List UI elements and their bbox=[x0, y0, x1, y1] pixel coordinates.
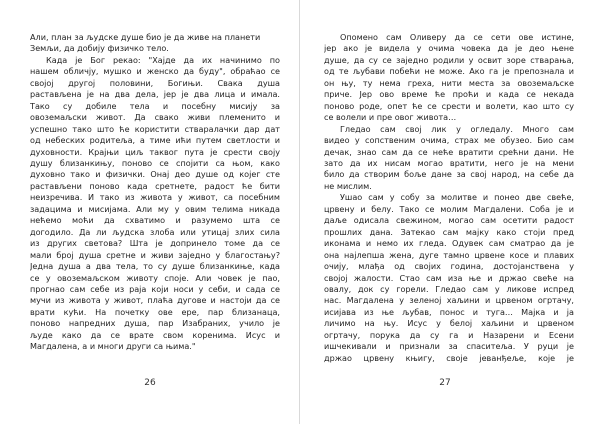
text-line: огртачу, порука да су га и Назарени и Есени bbox=[324, 329, 574, 340]
text-line: људе како да се врате свом коренима. Исус и bbox=[30, 329, 280, 340]
text-line: се у овоземаљском животу споје. Али човек је пао, bbox=[30, 272, 280, 283]
text-line: духовности. Крајњи циљ таквог пута је срести своју bbox=[30, 146, 280, 157]
text-line: Али, план за људске душе био је да живе на планети bbox=[30, 32, 261, 42]
text-line: задацима и мисијама. Али му у овим телима никада bbox=[30, 203, 280, 214]
text-line: он њу, ту нема греха, нити места за овоземаљске bbox=[324, 77, 574, 88]
text-line: прогнао сам себе из раја који носи у себи, и сада се bbox=[30, 283, 280, 294]
right-page-text bbox=[324, 32, 574, 364]
text-line: духовно тако и физички. Онај део душе од којег сте bbox=[30, 169, 280, 180]
right-page bbox=[300, 0, 600, 424]
text-line: она најлепша жена, дуге тамно црвене косе и плавих bbox=[324, 249, 574, 260]
text-line: од те љубави побећи не може. Ако га је препознала и bbox=[324, 66, 574, 77]
text-line: нећемо моћи да схватимо и разумемо шта се bbox=[30, 215, 280, 226]
text-line: даље одисала свежином, могао сам осетити радост bbox=[324, 215, 574, 226]
text-line: било да створим боље дане за свој народ, на себе да bbox=[324, 169, 574, 180]
text-line: јер ако је видела у очима човека да је део њене bbox=[324, 43, 574, 54]
text-line: из других светова? Шта је допринело томе да се bbox=[30, 238, 280, 249]
text-line: својој другој половини, Богињи. Свака душа bbox=[30, 77, 280, 88]
left-page-text bbox=[30, 32, 280, 353]
text-line: Тако су добиле тела и посебну мисију за bbox=[30, 100, 280, 111]
text-line: црвену и белу. Тако се молим Магдалени. Соба је и bbox=[324, 203, 574, 214]
text-line: Једна душа а два тела, то су душе близанкиње, када bbox=[30, 261, 280, 272]
text-line: душу близанкињу, поново се спојити са њом, како bbox=[30, 157, 280, 168]
left-page-number: 26 bbox=[144, 378, 156, 388]
text-line: се волели и пре овог живота… bbox=[324, 112, 457, 123]
text-line: растављена је на два дела, јер је два лица и имала. bbox=[30, 89, 280, 100]
text-line: Када је Бог рекао: "Хајде да их начинимо по bbox=[46, 54, 280, 65]
text-line: поново роде, опет ће се срести и волети, као што су bbox=[324, 100, 574, 111]
text-line: овалу, док су горели. Гледао сам у ликове испред bbox=[324, 283, 574, 294]
text-line: од небеских родитеља, а тиме ићи путем светлости и bbox=[30, 135, 280, 146]
text-line: зато да их нисам могао вратити, него је на мени bbox=[324, 157, 574, 168]
text-line: овоземаљски живот. Да свако живи племенито и bbox=[30, 112, 280, 123]
text-line: неизречива. И тако из живота у живот, са посебним bbox=[30, 192, 280, 203]
text-line: мали број душа сретне и живи заједно у благостању? bbox=[30, 249, 280, 260]
text-line: успешно тако што ће користити стваралачки дар дат bbox=[30, 123, 280, 134]
text-line: врати кући. На почетку ове ере, пар близанаца, bbox=[30, 306, 280, 317]
text-line: растављени поново када сретнете, радост ће бити bbox=[30, 180, 280, 191]
text-line: ишчекивали и признали за спаситеља. У руци је bbox=[324, 341, 574, 352]
text-line: Магдалена, а и многи други са њима." bbox=[30, 341, 196, 352]
text-line: Опомено сам Оливеру да се сети ове истине, bbox=[340, 32, 574, 42]
text-line: Гледао сам свој лик у огледалу. Много сам bbox=[340, 123, 574, 134]
text-line: нас. Магдалена у зеленој хаљини и црвеном огртачу, bbox=[324, 295, 574, 306]
text-line: личимо на њу. Исус у белој хаљини и црвеном bbox=[324, 318, 574, 329]
text-line: прошлих дана. Затекао сам мајку како стоји пред bbox=[324, 226, 574, 237]
text-line: иконама и немо их гледа. Одувек сам сматрао да је bbox=[324, 238, 574, 249]
text-line: очију, млађа од својих година, достојанствена у bbox=[324, 261, 574, 272]
text-line: држао црвену књигу, своје јеванђеље, које је bbox=[324, 352, 574, 363]
right-page-number: 27 bbox=[439, 378, 451, 388]
text-line: нашем обличју, мушко и женско да буду", обраћао се bbox=[30, 66, 280, 77]
text-line: душе, да су се заједно родили у освит зоре стварања, bbox=[324, 54, 574, 65]
text-line: не мислим. bbox=[324, 180, 372, 191]
text-line: својој жалости. Стао сам иза ње и држао свеће на bbox=[324, 272, 574, 283]
text-line: приче. Јер ово време ће проћи и када се некада bbox=[324, 89, 574, 100]
text-line: догодило. Да ли људска злоба или утицај злих сила bbox=[30, 226, 280, 237]
text-line: видео у сопственим очима, страх ме обузео. Био сам bbox=[324, 135, 574, 146]
text-line: Земљи, да добију физичко тело. bbox=[30, 43, 169, 54]
text-line: поново напредних душа, пар Изабраних, учило је bbox=[30, 318, 280, 329]
text-line: мучи из живота у живот, плаћа дугове и настоји да се bbox=[30, 295, 280, 306]
text-line: исијава из ње љубав, понос и туга… Мајка и ја bbox=[324, 306, 574, 317]
text-line: Ушао сам у собу за молитве и понео две свеће, bbox=[340, 192, 574, 203]
text-line: дечак, знао сам да се неће вратити срећни дани. Не bbox=[324, 146, 574, 157]
